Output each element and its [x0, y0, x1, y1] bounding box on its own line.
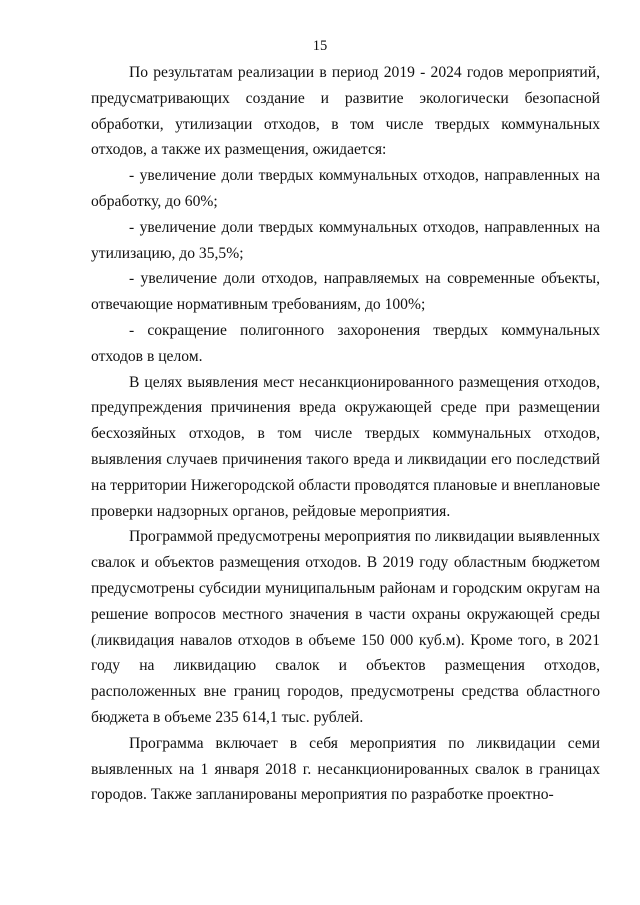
paragraph-program-includes: Программа включает в себя мероприятия по ликвидации семи выявленных на 1 января 2018 г. несанкционированных свалок в границах городов. Также запланированы мероприятия по разработке проектно- — [91, 734, 600, 804]
paragraph-results-intro: По результатам реализации в период 2019 - 2024 годов мероприятий, предусматривающих создание и развитие экологически безопасной обработки, утилизации отходов, в том числе твердых коммунальных отходов, а также их размещения, ожидается: — [91, 64, 600, 159]
paragraph-program-liquidation: Программой предусмотрены мероприятия по ликвидации выявленных свалок и объектов размещения отходов. В 2019 году областным бюджетом предусмотрены субсидии муниципальным районам и городским округам на решение вопросов местного значения в части охраны окружающей среды (ликвидация навалов отходов в объеме 150 000 куб.м). Кроме того, в 2021 году на ликвидацию свалок и объектов размещения отходов, расположенных вне границ городов, предусмотрены средства областного бюджета в объеме 235 614,1 тыс. рублей. — [91, 528, 600, 726]
paragraph-bullet-processing: - увеличение доли твердых коммунальных отходов, направленных на обработку, до 60%; — [91, 167, 600, 210]
paragraph-inspections: В целях выявления мест несанкционированного размещения отходов, предупреждения причинения вреда окружающей среде при размещении бесхозяйных отходов, в том числе твердых коммунальных отходов, выявления случаев причинения такого вреда и ликвидации его последствий на территории Нижегородской области проводятся плановые и внеплановые проверки надзорных органов, рейдовые мероприятия. — [91, 373, 600, 520]
page-number: 15 — [312, 38, 328, 54]
document-body — [91, 60, 600, 808]
paragraph-bullet-utilization: - увеличение доли твердых коммунальных отходов, направленных на утилизацию, до 35,5%; — [91, 218, 600, 262]
paragraph-bullet-landfill-reduction: - сокращение полигонного захоронения твердых коммунальных отходов в целом. — [91, 321, 600, 365]
paragraph-bullet-modern-facilities: - увеличение доли отходов, направляемых на современные объекты, отвечающие нормативным требованиям, до 100%; — [91, 270, 600, 314]
